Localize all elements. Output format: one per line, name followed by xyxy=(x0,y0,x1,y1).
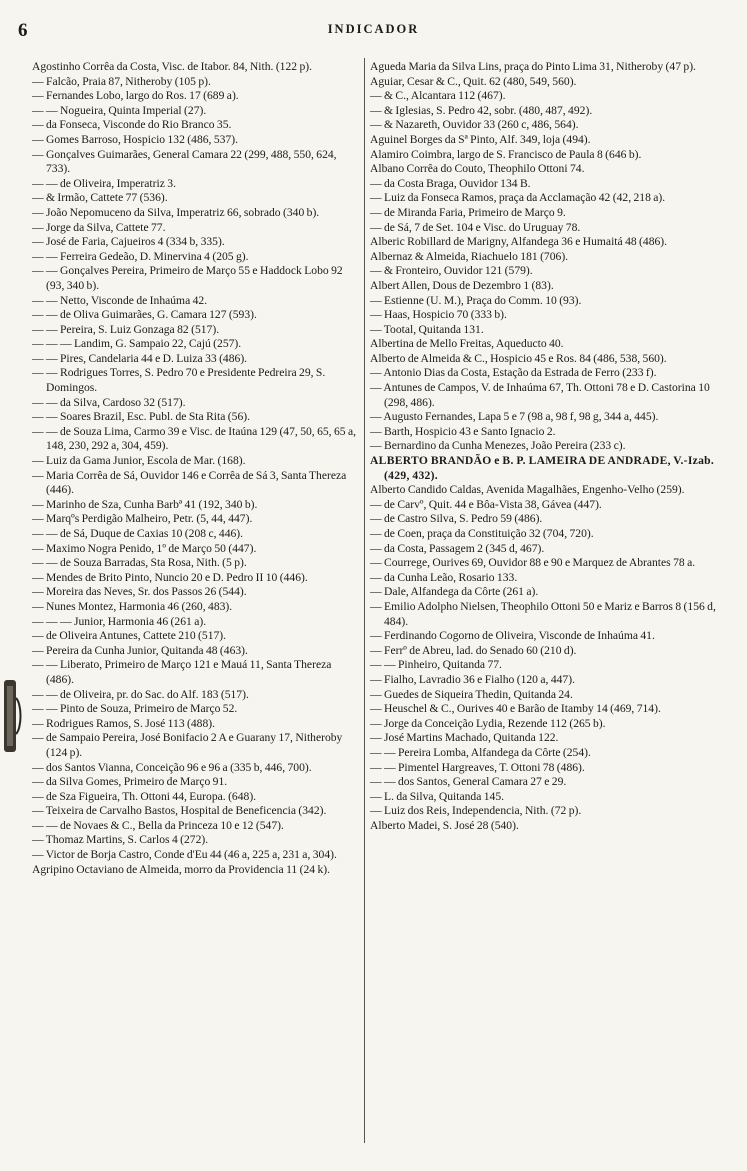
directory-entry: — — Pinto de Souza, Primeiro de Março 52. xyxy=(32,702,238,716)
directory-entry: — José de Faria, Cajueiros 4 (334 b, 335). xyxy=(32,235,225,249)
directory-entry: Agueda Maria da Silva Lins, praça do Pinto Lima 31, Nitheroby (47 p). xyxy=(370,60,696,73)
directory-entry: — Barth, Hospicio 43 e Santo Ignacio 2. xyxy=(370,424,556,438)
directory-entry: — da Cunha Leão, Rosario 133. xyxy=(370,570,518,584)
binding-clip-icon xyxy=(0,678,22,754)
directory-entry: Agostinho Corrêa da Costa, Visc. de Itabor. 84, Nith. (122 p). xyxy=(32,60,313,73)
directory-entry: — Moreira das Neves, Sr. dos Passos 26 (544). xyxy=(32,585,247,599)
directory-entry: — — Pinheiro, Quitanda 77. xyxy=(370,658,502,672)
directory-entry: — Luiz da Gama Junior, Escola de Mar. (168). xyxy=(32,454,246,468)
directory-entry: — Teixeira de Carvalho Bastos, Hospital de Beneficencia (342). xyxy=(32,804,327,818)
directory-entry: — da Fonseca, Visconde do Rio Branco 35. xyxy=(32,118,232,132)
directory-entry: — — Pereira, S. Luiz Gonzaga 82 (517). xyxy=(32,322,220,336)
directory-entry: — & Iglesias, S. Pedro 42, sobr. (480, 487, 492). xyxy=(370,103,593,117)
directory-entry: — L. da Silva, Quitanda 145. xyxy=(370,789,505,803)
directory-entry: — — Ferreira Gedeão, D. Minervina 4 (205 g). xyxy=(32,249,249,263)
directory-entry: — — de Souza Lima, Carmo 39 e Visc. de Itaúna 129 (47, 50, 65, 65 a, 148, 230, 292 a, 304, 459). xyxy=(32,424,357,453)
directory-entry: — — Pimentel Hargreaves, T. Ottoni 78 (486). xyxy=(370,760,585,774)
directory-entry: — Courrege, Ourives 69, Ouvidor 88 e 90 e Marquez de Abrantes 78 a. xyxy=(370,556,696,570)
directory-entry: — Fialho, Lavradio 36 e Fialho (120 a, 447). xyxy=(370,672,575,686)
directory-entry: — Augusto Fernandes, Lapa 5 e 7 (98 a, 98 f, 98 g, 344 a, 445). xyxy=(370,410,659,424)
directory-entry: — Ferdinando Cogorno de Oliveira, Visconde de Inhaúma 41. xyxy=(370,629,655,643)
directory-entry: — — Gonçalves Pereira, Primeiro de Março 55 e Haddock Lobo 92 (93, 340 b). xyxy=(32,264,343,292)
directory-entry: — da Silva Gomes, Primeiro de Março 91. xyxy=(32,775,228,789)
directory-entry: Albertina de Mello Freitas, Aqueducto 40. xyxy=(370,337,564,351)
directory-entry: — Pereira da Cunha Junior, Quitanda 48 (463). xyxy=(32,643,248,657)
directory-entry: — — Liberato, Primeiro de Março 121 e Mauá 11, Santa Thereza (486). xyxy=(32,658,332,686)
left-column xyxy=(32,60,360,877)
directory-entry: — de Oliveira Antunes, Cattete 210 (517). xyxy=(32,629,227,643)
directory-entry: — Ferrº de Abreu, lad. do Senado 60 (210 d). xyxy=(370,643,577,657)
directory-entry: — — de Sá, Duque de Caxias 10 (208 c, 446). xyxy=(32,527,244,540)
directory-entry: ALBERTO BRANDÃO e B. P. LAMEIRA DE ANDRADE, V.-Izab. (429, 432). xyxy=(370,454,715,482)
directory-entry: — da Costa Braga, Ouvidor 134 B. xyxy=(370,176,531,190)
page-title: INDICADOR xyxy=(327,22,420,36)
column-divider xyxy=(364,58,365,1143)
directory-entry: — Falcão, Praia 87, Nitheroby (105 p). xyxy=(32,74,211,88)
directory-entry: — Nunes Montez, Harmonia 46 (260, 483). xyxy=(32,599,233,613)
directory-entry: — Luiz da Fonseca Ramos, praça da Acclamação 42 (42, 218 a). xyxy=(370,191,666,205)
directory-entry: — Jorge da Conceição Lydia, Rezende 112 (265 b). xyxy=(370,716,606,730)
page-header xyxy=(0,20,747,44)
directory-entry: — — Pires, Candelaria 44 e D. Luiza 33 (486). xyxy=(32,351,248,365)
directory-entry: — — Pereira Lomba, Alfandega da Côrte (254). xyxy=(370,745,591,759)
directory-entry: — Gonçalves Guimarães, General Camara 22 (299, 488, 550, 624, 733). xyxy=(32,147,337,176)
directory-entry: — Emilio Adolpho Nielsen, Theophilo Ottoni 50 e Mariz e Barros 8 (156 d, 484). xyxy=(370,599,716,628)
directory-entry: — de Coen, praça da Constituição 32 (704, 720). xyxy=(370,527,594,540)
directory-entry: — Mendes de Brito Pinto, Nuncio 20 e D. Pedro II 10 (446). xyxy=(32,570,308,584)
directory-entry: Albernaz & Almeida, Riachuelo 181 (706). xyxy=(370,249,569,263)
directory-entry: — de Sampaio Pereira, José Bonifacio 2 A e Guarany 17, Nitheroby (124 p). xyxy=(32,731,343,759)
directory-entry: — Maximo Nogra Penido, 1º de Março 50 (447). xyxy=(32,541,257,555)
directory-entry: — José Martins Machado, Quitanda 122. xyxy=(370,731,559,745)
directory-entry: — dos Santos Vianna, Conceição 96 e 96 a (335 b, 446, 700). xyxy=(32,760,312,774)
right-column xyxy=(370,60,722,833)
directory-entry: — — — Landim, G. Sampaio 22, Cajú (257). xyxy=(32,337,242,351)
directory-entry: — — de Oliveira, Imperatriz 3. xyxy=(32,176,176,190)
directory-entry: — João Nepomuceno da Silva, Imperatriz 66, sobrado (340 b). xyxy=(32,205,320,219)
directory-entry: Albert Allen, Dous de Dezembro 1 (83). xyxy=(370,278,554,292)
directory-entry: — Tootal, Quitanda 131. xyxy=(370,322,484,336)
directory-entry: — da Costa, Passagem 2 (345 d, 467). xyxy=(370,541,545,555)
directory-entry: — — de Oliva Guimarães, G. Camara 127 (593). xyxy=(32,308,257,322)
directory-entry: — Dale, Alfandega da Côrte (261 a). xyxy=(370,585,539,599)
directory-entry: — Maria Corrêa de Sá, Ouvidor 146 e Corrêa de Sá 3, Santa Thereza (446). xyxy=(32,468,347,497)
directory-entry: — Marqºs Perdigão Malheiro, Petr. (5, 44, 447). xyxy=(32,512,253,526)
directory-entry: — Luiz dos Reis, Independencia, Nith. (72 p). xyxy=(370,804,582,818)
directory-entry: Albano Corrêa do Couto, Theophilo Ottoni 74. xyxy=(370,162,585,176)
directory-entry: Aguiar, Cesar & C., Quit. 62 (480, 549, 560). xyxy=(370,74,577,88)
directory-entry: Alberto Candido Caldas, Avenida Magalhães, Engenho-Velho (259). xyxy=(370,483,685,497)
directory-entry: — Gomes Barroso, Hospicio 132 (486, 537). xyxy=(32,132,238,146)
directory-entry: — — Nogueira, Quinta Imperial (27). xyxy=(32,103,207,117)
directory-entry: — — de Novaes & C., Bella da Princeza 10 e 12 (547). xyxy=(32,818,284,832)
directory-entry: — Antunes de Campos, V. de Inhaúma 67, Th. Ottoni 78 e D. Castorina 10 (298, 486). xyxy=(370,381,710,409)
directory-entry: — Guedes de Siqueira Thedin, Quitanda 24. xyxy=(370,687,573,701)
directory-entry: — de Sza Figueira, Th. Ottoni 44, Europa. (648). xyxy=(32,789,257,803)
directory-entry: — — de Oliveira, pr. do Sac. do Alf. 183 (517). xyxy=(32,687,249,701)
directory-entry: — de Castro Silva, S. Pedro 59 (486). xyxy=(370,512,543,526)
directory-entry: — Haas, Hospicio 70 (333 b). xyxy=(370,308,507,322)
directory-entry: — de Sá, 7 de Set. 104 e Visc. do Uruguay 78. xyxy=(370,220,581,234)
directory-entry: Alberto Madei, S. José 28 (540). xyxy=(370,818,519,832)
page-number: 6 xyxy=(18,20,28,41)
directory-entry: — de Carvº, Quit. 44 e Bôa-Vista 38, Gávea (447). xyxy=(370,497,602,511)
directory-entry: — & C., Alcantara 112 (467). xyxy=(370,89,506,103)
directory-entry: — & Fronteiro, Ouvidor 121 (579). xyxy=(370,264,533,278)
directory-entry: — Fernandes Lobo, largo do Ros. 17 (689 a). xyxy=(32,89,239,103)
directory-entry: — Thomaz Martins, S. Carlos 4 (272). xyxy=(32,833,209,847)
directory-entry: — & Irmão, Cattete 77 (536). xyxy=(32,191,168,205)
directory-entry: — — de Souza Barradas, Sta Rosa, Nith. (5 p). xyxy=(32,556,247,570)
directory-entry: — — Rodrigues Torres, S. Pedro 70 e Presidente Pedreira 29, S. Domingos. xyxy=(32,366,326,395)
directory-entry: — Bernardino da Cunha Menezes, João Pereira (233 c). xyxy=(370,439,626,453)
directory-entry: — Victor de Borja Castro, Conde d'Eu 44 (46 a, 225 a, 231 a, 304). xyxy=(32,848,337,862)
directory-entry: — Jorge da Silva, Cattete 77. xyxy=(32,220,166,234)
directory-entry: — & Nazareth, Ouvidor 33 (260 c, 486, 564). xyxy=(370,118,579,132)
directory-entry: — — — Junior, Harmonia 46 (261 a). xyxy=(32,614,207,628)
directory-entry: — — Netto, Visconde de Inhaúma 42. xyxy=(32,293,208,307)
directory-entry: — Rodrigues Ramos, S. José 113 (488). xyxy=(32,716,216,730)
directory-entry: Alberic Robillard de Marigny, Alfandega 36 e Humaitá 48 (486). xyxy=(370,235,668,249)
directory-entry: — — da Silva, Cardoso 32 (517). xyxy=(32,395,186,409)
directory-entry: — — Soares Brazil, Esc. Publ. de Sta Rita (56). xyxy=(32,410,251,424)
directory-entry: — — dos Santos, General Camara 27 e 29. xyxy=(370,775,567,789)
directory-entry: — Antonio Dias da Costa, Estação da Estrada de Ferro (233 f). xyxy=(370,366,657,380)
directory-entry: Alberto de Almeida & C., Hospicio 45 e Ros. 84 (486, 538, 560). xyxy=(370,351,667,365)
directory-entry: Aguinel Borges da Sª Pinto, Alf. 349, loja (494). xyxy=(370,132,591,146)
directory-entry: — Marinho de Sza, Cunha Barbª 41 (192, 340 b). xyxy=(32,497,258,511)
directory-entry: — Heuschel & C., Ourives 40 e Barão de Itamby 14 (469, 714). xyxy=(370,702,661,716)
directory-entry: — de Miranda Faria, Primeiro de Março 9. xyxy=(370,205,566,219)
directory-entry: — Estienne (U. M.), Praça do Comm. 10 (93). xyxy=(370,293,582,307)
directory-entry: Alamiro Coimbra, largo de S. Francisco de Paula 8 (646 b). xyxy=(370,147,642,161)
directory-entry: Agripino Octaviano de Almeida, morro da Providencia 11 (24 k). xyxy=(32,862,331,876)
